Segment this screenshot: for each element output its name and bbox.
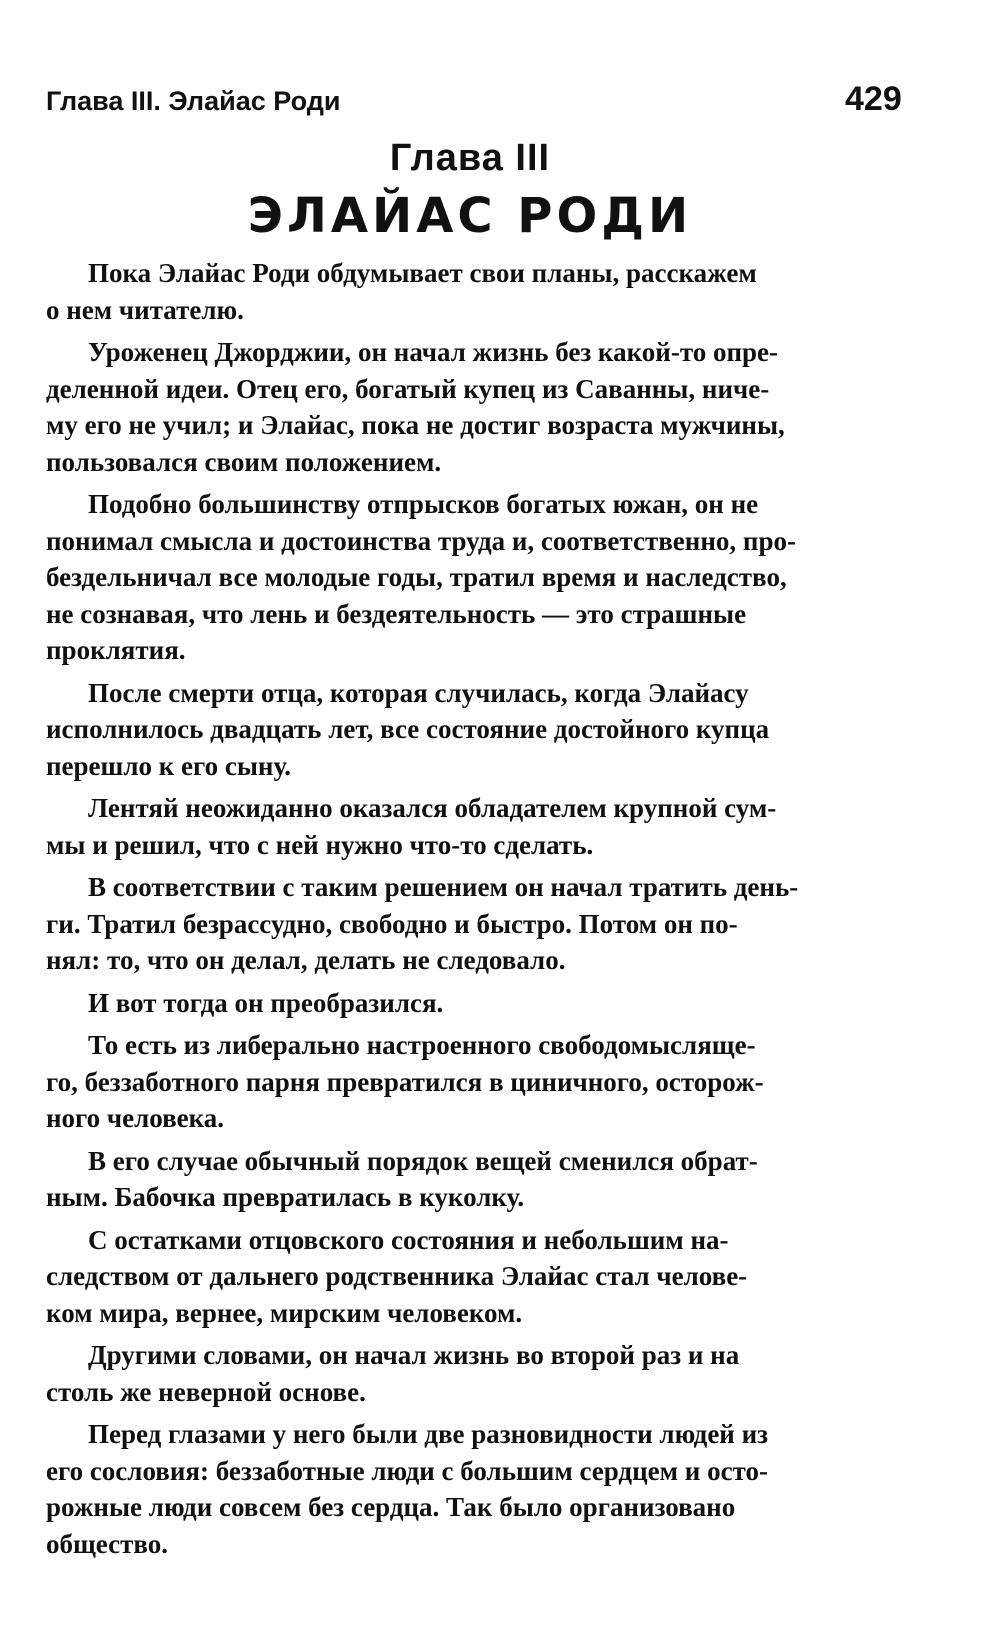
text-line: В соответствии с таким решением он начал тратить день-	[88, 872, 799, 902]
text-line: бездельничал все молодые годы, тратил время и наследство,	[46, 562, 787, 592]
text-line: Другими словами, он начал жизнь во второй раз и на	[88, 1340, 740, 1370]
page-number: 429	[845, 80, 902, 118]
text-line: Подобно большинству отпрысков богатых южан, он не	[88, 489, 759, 519]
text-line: общество.	[46, 1528, 169, 1559]
text-line: понимал смысла и достоинства труда и, соответственно, про-	[46, 525, 796, 556]
text-line: рожные люди совсем без сердца. Так было организовано	[46, 1492, 736, 1522]
text-line: ного человека.	[46, 1103, 225, 1133]
text-line: С остатками отцовского состояния и небольшим на-	[88, 1224, 729, 1255]
paragraph	[46, 334, 846, 480]
chapter-title: ЭЛАЙАС РОДИ	[247, 188, 693, 244]
text-line: следством от дальнего родственника Элайас стал челове-	[46, 1261, 748, 1291]
paragraph	[46, 255, 846, 328]
text-line: В его случае обычный порядок вещей сменился обрат-	[88, 1145, 758, 1176]
text-line: пользовался своим положением.	[46, 446, 442, 477]
text-line: ным. Бабочка превратилась в куколку.	[46, 1182, 525, 1212]
paragraph	[46, 790, 846, 863]
text-line: И вот тогда он преобразился.	[88, 987, 444, 1018]
text-line: мы и решил, что с ней нужно что-то сделать.	[46, 829, 594, 860]
paragraph	[46, 1143, 846, 1216]
text-line: исполнилось двадцать лет, все состояние достойного купца	[46, 714, 770, 744]
chapter-label: Глава III	[389, 137, 551, 179]
paragraph	[46, 486, 846, 669]
text-line: му его не учил; и Элайас, пока не достиг возраста мужчины,	[46, 410, 785, 440]
text-line: проклятия.	[46, 635, 186, 665]
text-line: его сословия: беззаботные люди с большим сердцем и осто-	[46, 1455, 768, 1486]
text-line: ги. Тратил безрассудно, свободно и быстро. Потом он по-	[46, 908, 738, 939]
text-line: не сознавая, что лень и бездеятельность — это страшные	[46, 598, 747, 629]
paragraph	[46, 1027, 846, 1137]
paragraph	[46, 985, 846, 1022]
text-line: Пока Элайас Роди обдумывает свои планы, расскажем	[88, 258, 757, 288]
text-line: перешло к его сыну.	[46, 750, 292, 781]
text-line: То есть из либерально настроенного свободомысляще-	[88, 1030, 756, 1060]
body-text	[46, 255, 846, 1568]
text-line: го, беззаботного парня превратился в циничного, осторож-	[46, 1066, 764, 1097]
text-line: столь же неверной основе.	[46, 1376, 366, 1407]
text-line: Перед глазами у него были две разновидности людей из	[88, 1419, 769, 1449]
paragraph	[46, 1337, 846, 1410]
running-header: Глава III. Элайас Роди	[46, 86, 341, 116]
paragraph	[46, 1416, 846, 1562]
text-line: Лентяй неожиданно оказался обладателем крупной сум-	[88, 793, 777, 823]
text-line: ком мира, вернее, мирским человеком.	[46, 1297, 523, 1328]
paragraph	[46, 1222, 846, 1332]
text-line: о нем читателю.	[46, 294, 244, 325]
text-line: После смерти отца, которая случилась, когда Элайасу	[88, 677, 749, 708]
paragraph	[46, 675, 846, 785]
text-line: нял: то, что он делал, делать не следовало.	[46, 945, 566, 975]
text-line: деленной идеи. Отец его, богатый купец из Саванны, ниче-	[46, 373, 770, 404]
text-line: Уроженец Джорджии, он начал жизнь без какой-то опре-	[88, 337, 779, 367]
paragraph	[46, 869, 846, 979]
